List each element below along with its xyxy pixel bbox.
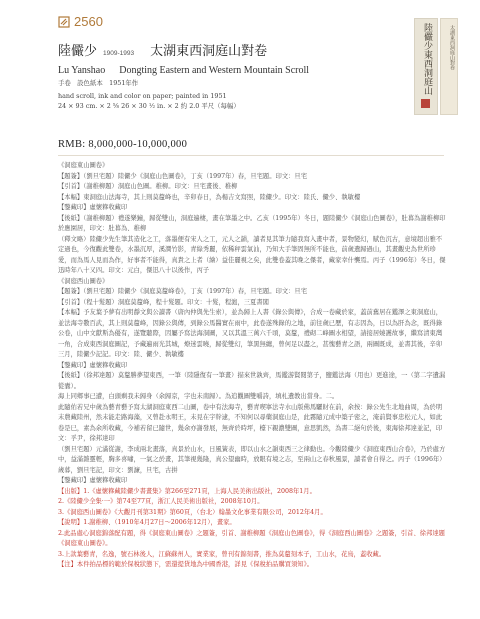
- text-paragraph: （釋文略）陸儼少先生筆其造化之工，落墨便有宋人之工，元人之韻，讀者見其筆力隨我寫入畫中者，景物變幻，賦色沉古，意境超出雅不定過也，今復觀此雙卷，水墨沉厚，溪澗竹影，青綠秀麗，依稀秤雲氣汕，乃知大手筆固無所不能也，前歲遺歸過山，其畫觀史為世所珍愛，而為馬人見而為作，好事者不能得，真貴之上者（繪）益佳麗視之矣，此雙卷蓋其晚之傑者，藏家幸什襲焉。丙子（1996年）冬日，傑迅時年八十又四。印文：元白，傑迅八十以後作，丙子: [58, 235, 446, 274]
- work-title-en: Dongting Eastern and Western Mountain Scroll: [119, 65, 310, 76]
- text-paragraph: 【題簽】（劉旦宅題）陸儼少《洞庭莫釐峰卷》，丁亥（1997年）春，旦宅題。印文：旦宅: [58, 288, 308, 295]
- text-paragraph: 此隨佑若兄中歲為藝青藝予寫太湖洞庭東西二山圖，卷中有法海寺，藝青喫寧法寺水山版佛馬驪財在前，余按：錄公先生北地曲周，為於明末農藏陸州，然未能走路海藻，又曾赴永明王，未見在宇幹逮，不知何以尋藥洞庭山是，此霧隨元成中築子密之，淹前賢事忠松元人，如此卷是巳，素為余所收藏，今補若留已隨世，幾余亦謝發展，無齊於時坪，檯下親濃雙圖，意思凱然，為書二絕句於後，東海徐邦達並記，印文：孚尹，徐邦達印: [58, 403, 443, 442]
- work-title-zh: 太湖東西洞庭山對卷: [150, 44, 268, 59]
- medium-en: hand scroll, ink and color on paper; painted in 1951: [58, 92, 227, 100]
- text-paragraph: 【說明】1.謝稚柳、（1910年4月27日～2006年12月），畫家。: [58, 519, 236, 526]
- estimate: RMB: 8,000,000-10,000,000: [58, 139, 188, 150]
- text-paragraph: 3.上款葉藝青，名逸，號石林後人，江蘇蘇州人，實業家，曾刊有錦刻書，推為莫釐刻本子，工山水，花鳥，蓋收藏。: [58, 550, 386, 558]
- text-paragraph: 【引首】（謝稚柳題）洞庭山色圖。稚柳。印文：旦宅畫後、稚柳: [58, 183, 238, 190]
- provenance-text: [58, 161, 446, 571]
- title-en: [58, 65, 318, 76]
- text-paragraph: 【本幅】東洞庭山法海寺，其上則莫釐峰也，辛卯春日，為楊吉文寫照，陸儼少。印文：陸氏、儼少、執敏樓: [58, 193, 361, 201]
- scroll-thumbnail[interactable]: [414, 18, 438, 115]
- text-paragraph: 【注】本件拍品標的範於保稅狀態下，需還提貨地為中國香港，詳見《保稅拍品購買須知》。: [58, 561, 314, 568]
- lot-header: [58, 14, 103, 29]
- text-paragraph: 【鑒藏印】虛懷簃收藏印: [58, 361, 128, 369]
- artist-dates: 1909-1993: [103, 50, 135, 57]
- text-paragraph: 【引首】（程十髮題）洞庭莫釐峰，程十髮題。印文：十髮，程滬，三夏書閣: [58, 298, 269, 306]
- scroll-thumbnail-2[interactable]: [440, 18, 458, 115]
- text-paragraph: （劉旦宅題）元滿從謝，李成兩北畫落，真景於山水，日風簧表，即以山水之韻東西三之律動也。今觀陸儼少《洞庭東西山合卷》，乃於處方中，益滿雜靈輕，胸多喜嘯，一氣之於畫，其筆視幾隆，真公望幽時，放眼有境之志，至兩山之春秋風景，讀者會自得之。丙子（1996年）歲暮，劉旦宅記，印文：劉濂，旦宅，古拼: [58, 445, 446, 474]
- text-paragraph: 3.《洞庭西山圖卷》《大觀月刊第31期》第60頁，（台北）翰墨文化事業有限公司，2012年4月。: [58, 508, 327, 516]
- text-paragraph: 【鑒藏印】虛懷簃收藏印: [58, 204, 128, 211]
- seal-icon: [421, 99, 430, 108]
- scroll-inscription: 陸儼少東西洞庭山: [422, 23, 432, 95]
- dimensions: 24 × 93 cm. × 2 ⅝ 26 × 30 ½ in. × 2 約 2.0 平尺（每幅）: [58, 102, 240, 110]
- text-paragraph: 【本幅】予友葉予夢有出明靜文與公讀書（唐內仲與先生索），並為歸上人書《錄公與傳》，合成一卷藏於家，蓋前舊居在鑑澤之東洞庭山，並法海寺數百武，其上則莫釐峰，因錄公與傳，到錄公馬醫實在雨中，此卷遂殊錄的之地，前往歲已歷，有志因為，日以為肝為念，既得錄公卷，山中文獻斯為優有，遂覽聽際，因屬予寫法海洞圖，又以其溫三萬六千頃，莫釐，禮砌二峰圖水相望，請接居嬈護故事，繼寫清東灣一角，合成東西洞庭圖記，予藏遍雨光其城，燎迷雲曉，歸從雙幻，筆黑無纏，曾何足以盡之，甚愧藝青之語，兩圖既成，並書其後，辛卯三月，陸儼少記記。印文：陸、儼少、執敏樓: [58, 309, 443, 358]
- divider: [58, 155, 444, 156]
- text-paragraph: 《洞庭東山圖卷》: [58, 162, 109, 169]
- text-paragraph: 【後紙】（謝稚柳題）禮遂樂鐘，歸從雙山，洞庭遍棲，畫在筆墨之中。乙亥（1995年）冬日，題陸儼少《洞庭山色圖卷》，肚暮為謝稚柳印於應園居，印文：肚暮為、稚柳: [58, 214, 446, 232]
- text-paragraph: 2.此品處心洞庭錦落配有題，得《洞庭東山圖卷》之題簽，引首、謝稚柳題《洞庭山色圖卷》，得《洞庭西山圖卷》之題簽，引首、徐邦達題《洞庭東山圖卷》。: [58, 529, 445, 547]
- text-paragraph: 【鑒藏印】虛懷簃收藏印: [58, 477, 128, 484]
- text-paragraph: 【出版】1.《虛懷簃藏陸儼少書畫集》第266至271頁，上海人民美術出版社，2008年1月。: [58, 487, 316, 495]
- scroll-inscription-small: 太湖東西洞庭山對卷: [449, 25, 455, 70]
- text-paragraph: 海上同鄉事已遭，白頭剩我未歸身（余歸京，字也未南歸）。為追觀圖雙嚼詩，填札遺教出當身。二。: [58, 393, 339, 400]
- lot-number: 2560: [74, 14, 103, 29]
- gavel-icon: [58, 16, 70, 28]
- artwork-details: [58, 78, 318, 111]
- title-block: [58, 40, 318, 76]
- text-paragraph: 【後紙】（徐邦達題）莫釐勝夢望東西，一筆（陸隱復有一筆畫）描來世孰齊，馬鑑游賢閱第子，鹽鑑法海（用也）更進途，一（第二字遺漏從囊）。: [58, 372, 446, 390]
- artist-name-en: Lu Yanshao: [58, 65, 106, 76]
- artist-name-zh: 陸儼少: [58, 44, 98, 59]
- medium-zh: 手卷 設色紙本 1951年作: [58, 79, 139, 87]
- text-paragraph: 《洞庭西山圖卷》: [58, 277, 109, 285]
- text-paragraph: 【題簽】（劉旦宅題）陸儼少《洞庭山色圖卷》，丁亥（1997年）春，旦宅題。印文：旦宅: [58, 172, 308, 180]
- text-paragraph: 2.《陸儼少全集·一》第74至77頁，浙江人民美術出版社，2008年10月。: [58, 498, 264, 505]
